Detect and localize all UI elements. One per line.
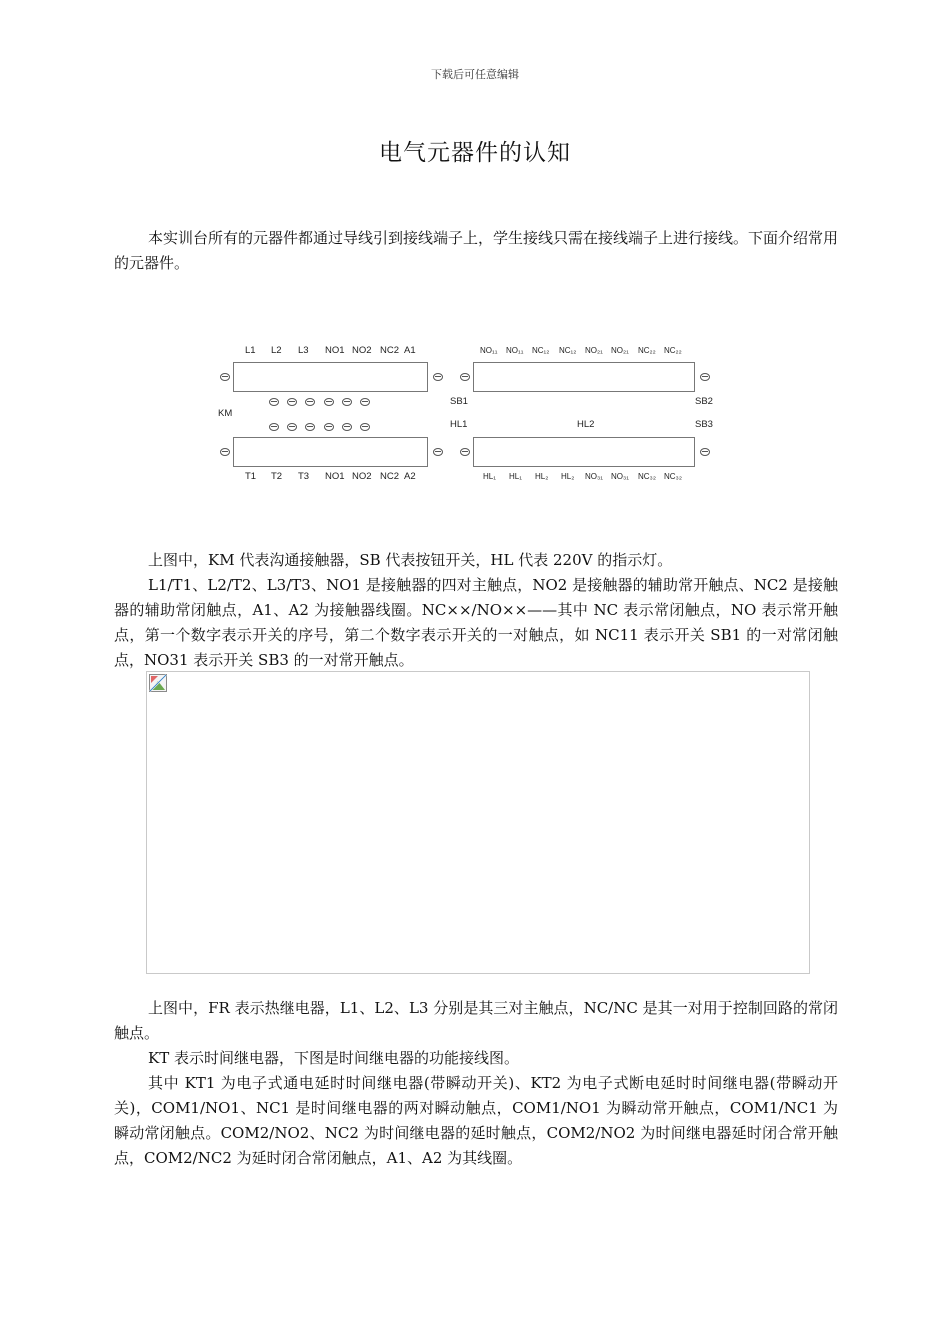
- sb-top-terminal-block: [473, 362, 695, 392]
- terminal-screw-icon: [324, 398, 334, 406]
- image-placeholder: [146, 671, 810, 974]
- terminal-screw-icon: [269, 423, 279, 431]
- terminal-screw-icon: [460, 373, 470, 381]
- km-top-terminal-block: [233, 362, 428, 392]
- terminal-screw-icon: [700, 373, 710, 381]
- km-bottom-label: T2: [271, 471, 283, 482]
- diagram-caption-paragraph: 上图中，KM 代表沟通接触器，SB 代表按钮开关，HL 代表 220V 的指示灯。: [148, 551, 673, 569]
- terminal-screw-icon: [287, 423, 297, 431]
- sb-top-label: NC₂₂: [638, 346, 656, 355]
- sb-bottom-label: HL₂: [535, 472, 549, 481]
- intro-paragraph: 本实训台所有的元器件都通过导线引到接线端子上，学生接线只需在接线端子上进行接线。下面介绍常用的元器件。: [114, 229, 839, 272]
- km-top-label: NC2: [380, 345, 400, 356]
- sb3-label: SB3: [695, 419, 713, 430]
- sb1-label: SB1: [450, 396, 468, 407]
- terminal-screw-icon: [460, 448, 470, 456]
- sb-top-label: NC₁₂: [532, 346, 550, 355]
- sb-bottom-label: HL₂: [561, 472, 575, 481]
- hl1-label: HL1: [450, 419, 468, 430]
- km-top-label: A1: [404, 345, 416, 356]
- km-bottom-label: T1: [245, 471, 257, 482]
- terminal-screw-icon: [305, 423, 315, 431]
- terminal-screw-icon: [433, 373, 443, 381]
- km-top-label: L2: [271, 345, 282, 356]
- terminal-screw-icon: [360, 423, 370, 431]
- terminal-screw-icon: [433, 448, 443, 456]
- sb-top-label: NC₁₂: [559, 346, 577, 355]
- contact-description-paragraph: L1/T1、L2/T2、L3/T3、NO1 是接触器的四对主触点，NO2 是接触器的辅助常开触点、NC2 是接触器的辅助常闭触点，A1、A2 为接触器线圈。NC××/NO××——其中 NC 表示常闭触点，NO 表示常开触点，第一个数字表示开关的序号，第二个数字表示开关的一对触点，如 NC11 表示开关 SB1 的一对常闭触点，NO31 表示开关 SB3 的一对常开触点。: [114, 576, 838, 669]
- km-label: KM: [218, 408, 233, 419]
- km-bottom-label: A2: [404, 471, 416, 482]
- hl2-label: HL2: [577, 419, 595, 430]
- km-bottom-label: NC2: [380, 471, 400, 482]
- terminal-screw-icon: [305, 398, 315, 406]
- sb-bottom-label: NC₃₂: [638, 472, 656, 481]
- sb-bottom-label: HL₁: [483, 472, 496, 481]
- terminal-screw-icon: [220, 373, 230, 381]
- km-top-label: NO2: [352, 345, 372, 356]
- sb-top-label: NO₁₁: [506, 346, 524, 355]
- sb-top-label: NO₁₁: [480, 346, 498, 355]
- terminal-screw-icon: [220, 448, 230, 456]
- terminal-screw-icon: [269, 398, 279, 406]
- sb-top-label: NC₂₂: [664, 346, 682, 355]
- terminal-screw-icon: [324, 423, 334, 431]
- sb-top-label: NO₂₁: [585, 346, 603, 355]
- km-bottom-label: NO1: [325, 471, 345, 482]
- terminal-screw-icon: [342, 423, 352, 431]
- sb-bottom-label: NO₃₁: [611, 472, 629, 481]
- terminal-screw-icon: [287, 398, 297, 406]
- sb-bottom-label: HL₁: [509, 472, 522, 481]
- terminal-screw-icon: [360, 398, 370, 406]
- terminal-screw-icon: [342, 398, 352, 406]
- terminal-diagram: [214, 340, 734, 490]
- sb-bottom-label: NO₃₁: [585, 472, 603, 481]
- terminal-screw-icon: [700, 448, 710, 456]
- sb2-label: SB2: [695, 396, 713, 407]
- km-bottom-label: NO2: [352, 471, 372, 482]
- km-top-label: L3: [298, 345, 309, 356]
- sb-bottom-label: NC₃₂: [664, 472, 682, 481]
- km-bottom-terminal-block: [233, 437, 428, 467]
- kt-paragraph: KT 表示时间继电器，下图是时间继电器的功能接线图。: [148, 1049, 519, 1067]
- broken-image-icon: [149, 674, 167, 692]
- sb-bottom-terminal-block: [473, 437, 695, 467]
- km-top-label: NO1: [325, 345, 345, 356]
- km-bottom-label: T3: [298, 471, 310, 482]
- fr-paragraph: 上图中，FR 表示热继电器，L1、L2、L3 分别是其三对主触点，NC/NC 是其一对用于控制回路的常闭触点。: [114, 999, 838, 1042]
- kt-detail-paragraph: 其中 KT1 为电子式通电延时时间继电器(带瞬动开关)、KT2 为电子式断电延时时间继电器(带瞬动开关)，COM1/NO1、NC1 是时间继电器的两对瞬动触点，COM1/NO1 为瞬动常开触点，COM1/NC1 为瞬动常闭触点。COM2/NO2、NC2 为时间继电器的延时触点，COM2/NO2 为时间继电器延时闭合常开触点，COM2/NC2 为延时闭合常闭触点，A1、A2 为其线圈。: [114, 1074, 838, 1167]
- page-title: 电气元器件的认知: [379, 140, 571, 166]
- km-top-label: L1: [245, 345, 256, 356]
- page-header: 下载后可任意编辑: [431, 68, 519, 81]
- sb-top-label: NO₂₁: [611, 346, 629, 355]
